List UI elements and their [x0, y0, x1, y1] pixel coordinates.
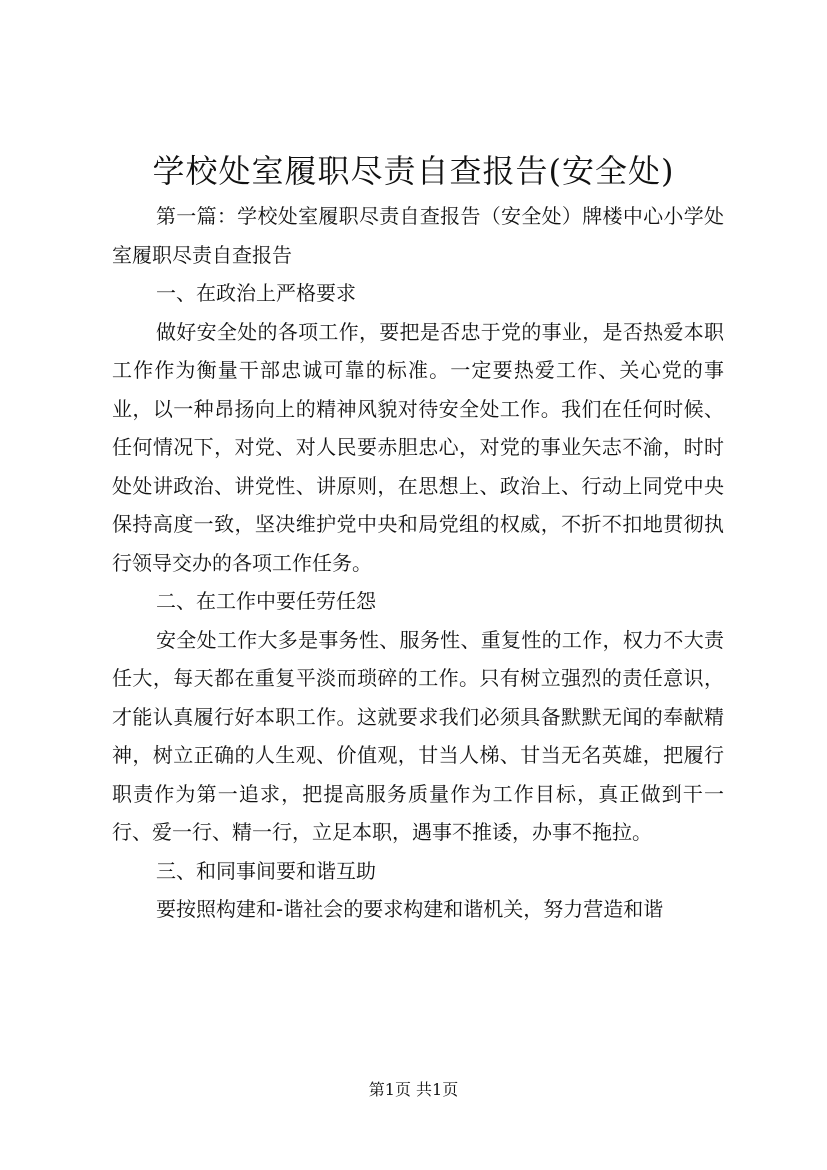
section-heading-2: 二、在工作中要任劳任怨 [156, 589, 376, 613]
paragraph-section-3: 要按照构建和-谐社会的要求构建和谐机关，努力营造和谐 [156, 897, 664, 921]
section-heading-3: 三、和同事间要和谐互助 [156, 858, 376, 883]
page-footer: 第1页 共1页 [368, 1080, 459, 1099]
paragraph-intro: 第一篇：学校处室履职尽责自查报告（安全处）牌楼中心小学处室履职尽责自查报告 [112, 204, 724, 267]
paragraph-section-1: 做好安全处的各项工作，要把是否忠于党的事业，是否热爱本职工作作为衡量干部忠诚可靠的标准。一定要热爱工作、关心党的事业，以一种昂扬向上的精神风貌对待安全处工作。我们在任何时候、任何情况下，对党、对人民要赤胆忠心，对党的事业矢志不渝，时时处处讲政治、讲党性、讲原则，在思想上、政治上、行动上同党中央保持高度一致，坚决维护党中央和局党组的权威，不折不扣地贯彻执行领导交办的各项工作任务。 [112, 319, 724, 575]
section-heading-1: 一、在政治上严格要求 [156, 281, 356, 305]
document-title: 学校处室履职尽责自查报告(安全处) [152, 152, 675, 190]
paragraph-section-2: 安全处工作大多是事务性、服务性、重复性的工作，权力不大责任大，每天都在重复平淡而琐碎的工作。只有树立强烈的责任意识，才能认真履行好本职工作。这就要求我们必须具备默默无闻的奉献精神，树立正确的人生观、价值观，甘当人梯、甘当无名英雄，把履行职责作为第一追求，把提高服务质量作为工作目标，真正做到干一行、爱一行、精一行，立足本职，遇事不推诿，办事不拖拉。 [112, 627, 724, 844]
document-body [112, 197, 724, 929]
